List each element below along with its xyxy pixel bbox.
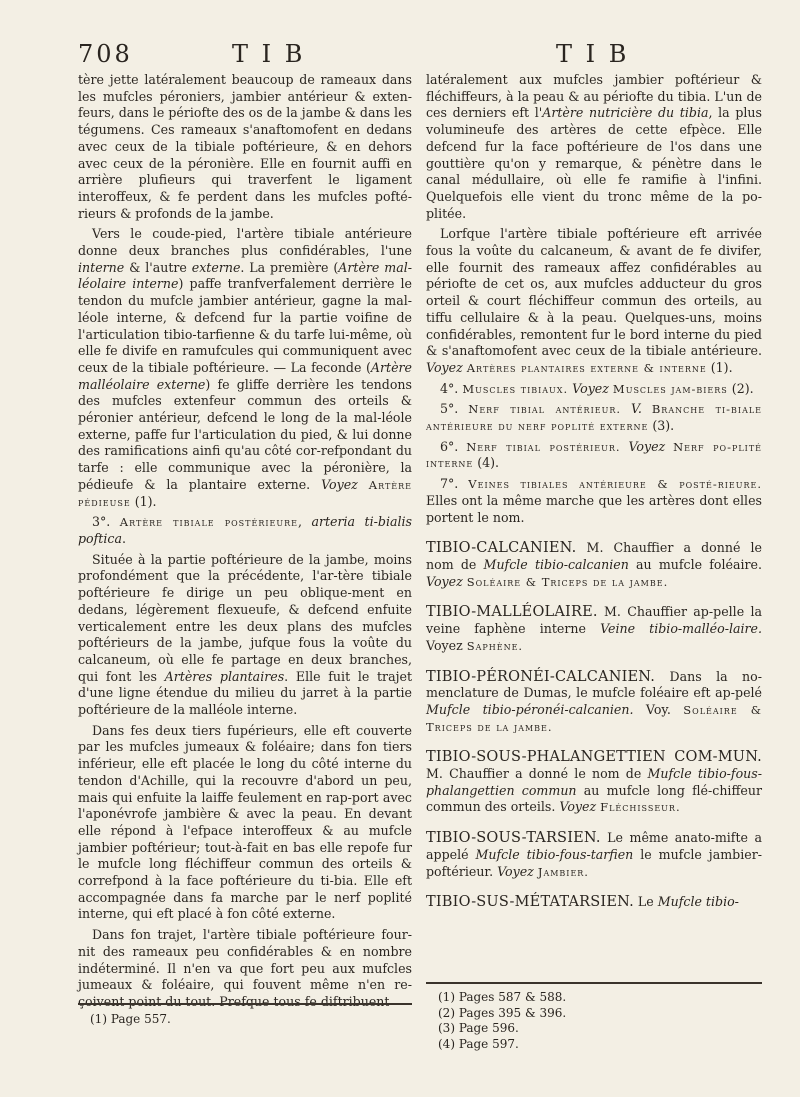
paragraph: Vers le coude-pied, l'artère tibiale antérieure donne deux branches plus confidérables, l'une interne & l'autre externe. La première (Artère mal-léolaire interne) paffe tranfverfalement derrière le tendon du mufcle jambier antérieur, gagne la mal-léole interne, & defcend fur la partie voifine de l'articulation tibio-tarfienne & du tarfe lui-même, où elle fe divife en ramufcules qui communiquent avec ceux de la tibiale poftérieure. — La feconde (Artère malléolaire externe) fe gliffe derrière les tendons des mufcles extenfeur commun des orteils & péronier antérieur, defcend le long de la mal-léole externe, paffe fur l'articulation du pied, & lui donne des ramifications ainfi qu'au côté cor-refpondant du tarfe : elle communique avec la péronière, la pédieufe & la plantaire externe. Voyez Artère pédieuse (1). (78, 226, 413, 509)
paragraph: Dans fes deux tiers fupérieurs, elle eft couverte par les mufcles jumeaux & foléaire; dans fon tiers inférieur, elle eft placée le long du côté interne du tendon d'Achille, qui la recouvre d'abord un peu, mais qui enfuite la laiffe feulement en rap-port avec l'aponévrofe jambière & avec la peau. En devant elle répond à l'efpace interoffeux & au mufcle jambier poftérieur; tout-à-fait en bas elle repofe fur le mufcle long fléchiffeur commun des orteils & correfpond à la face poftérieure du ti-bia. Elle eft accompagnée dans fa marche par le nerf poplité interne, qui eft placé à fon côté externe. (78, 722, 412, 922)
page-number: 708 (78, 40, 133, 68)
dictionary-entry: TIBIO-CALCANIEN. M. Chauffier a donné le nom de Mufcle tibio-calcanien au mufcle foléaire. Voyez Soléaire & Triceps de la jambe. (426, 540, 762, 589)
footnote-rule-left (78, 1003, 412, 1005)
entry-headword: TIBIO-SOUS-TARSIEN. (426, 830, 601, 847)
numbered-item: 6°. Nerf tibial postérieur. Voyez Nerf po-plité interne (4). (426, 438, 762, 471)
numbered-item: 4°. Muscles tibiaux. Voyez Muscles jam-biers (2). (440, 380, 754, 396)
footnote-marker: (1). (130, 493, 157, 509)
paragraph: tère jette latéralement beaucoup de rameaux dans les mufcles péroniers, jambier antérieur & exten-feurs, dans le périofte des os de la jambe & dans les tégumens. Ces rameaux s'anaftomofent en dedans avec ceux de la tibiale poftérieure, & en dehors avec ceux de la péronière. Elle en fournit auffi en arrière plufieurs qui traverfent le ligament interoffeux, & fe perdent dans les mufcles pofté-rieurs & profonds de la jambe. (78, 72, 412, 221)
paragraph: latéralement aux mufcles jambier poftérieur & fléchiffeurs, à la peau & au périofte du tibia. L'un de ces derniers eft l'Artère nutricière du tibia, la plus volumineufe des artères de cette efpèce. Elle defcend fur la face poftérieure de l'os dans une gouttière qu'on y remarque, & pénètre dans le canal médullaire, où elle fe ramifie à l'infini. Quelquefois elle vient du tronc même de la po-plitée. (426, 72, 762, 221)
footnote-rule-right (426, 982, 762, 984)
item-title: Artère tibiale postérieure (119, 515, 298, 530)
right-column (426, 72, 762, 919)
dictionary-entry: TIBIO-SOUS-PHALANGETTIEN COM-MUN. M. Chauffier a donné le nom de Mufcle tibio-fous-phalangettien commun au mufcle long flé-chiffeur commun des orteils. Voyez Fléchisseur. (426, 749, 762, 815)
cross-reference-link: Artère pédieuse (78, 477, 412, 509)
cross-reference-voyez: Voyez (321, 476, 358, 492)
running-title-left: T I B (232, 40, 306, 68)
footnotes-left (90, 1012, 171, 1027)
paragraph: Située à la partie poftérieure de la jambe, moins profondément que la précédente, l'ar-tère tibiale poftérieure fe dirige un peu oblique-ment en dedans, légèrement flexueufe, & defcend enfuite verticalement entre les deux plans des mufcles poftérieurs de la jambe, jufque fous la voûte du calcaneum, où elle fe partage en deux branches, qui font les Artères plantaires. Elle fuit le trajet d'une ligne étendue du milieu du jarret à la partie poftérieure de la malléole interne. (78, 551, 413, 718)
running-head (0, 40, 800, 70)
left-column (78, 72, 412, 1015)
footnote: (3) Page 596. (438, 1021, 519, 1035)
footnote: (2) Pages 395 & 396. (438, 1005, 567, 1020)
footnote: (1) Page 557. (90, 1012, 171, 1026)
entry-headword: TIBIO-SUS-MÉTATARSIEN. (426, 894, 634, 911)
entry-headword: TIBIO-CALCANIEN. (426, 540, 577, 557)
cross-reference-link: Artères plantaires externe & interne (466, 360, 707, 375)
numbered-item: 7°. Veines tibiales antérieure & posté-rieure. Elles ont la même marche que les artères dont elles portent le nom. (426, 476, 762, 525)
dictionary-entry: TIBIO-SOUS-TARSIEN. Le même anato-mifte a appelé Mufcle tibio-fous-tarfien le mufcle jambier-poftérieur. Voyez Jambier. (426, 830, 762, 879)
running-title-right: T I B (556, 40, 630, 68)
numbered-item: 3°. Artère tibiale postérieure, arteria ti-bialis poftica. (78, 514, 413, 546)
paragraph: Dans fon trajet, l'artère tibiale poftérieure four-nit des rameaux peu confidérables & en nombre indéterminé. Il n'en va que fort peu aux mufcles jumeaux & foléaire, qui fouvent même n'en re-çoivent point du tout. Prefque tous fe diftribuent (78, 927, 412, 1009)
footnotes-right (438, 990, 566, 1052)
dictionary-entry: TIBIO-MALLÉOLAIRE. M. Chauffier ap-pelle la veine faphène interne Veine tibio-malléo-laire. Voyez Saphène. (426, 604, 762, 653)
entry-headword: TIBIO-MALLÉOLAIRE. (426, 604, 598, 621)
footnote: (1) Pages 587 & 588. (438, 990, 567, 1004)
entry-headword: TIBIO-SOUS-PHALANGETTIEN COM-MUN. (426, 749, 762, 766)
footnote: (4) Page 597. (438, 1036, 519, 1051)
dictionary-entry: TIBIO-SUS-MÉTATARSIEN. Le Mufcle tibio- (426, 894, 739, 911)
entry-headword: TIBIO-PÉRONÉI-CALCANIEN. (426, 668, 656, 685)
paragraph: Lorfque l'artère tibiale poftérieure eft arrivée fous la voûte du calcaneum, & avant de fe divifer, elle fournit des rameaux affez confidérables au périofte de cet os, aux mufcles adducteur du gros orteil & court fléchiffeur commun des orteils, au tiffu cellulaire & à la peau. Quelques-uns, moins confidérables, remontent fur le bord interne du pied & s'anaftomofent avec ceux de la tibiale antérieure. Voyez Artères plantaires externe & interne (1). (426, 226, 762, 375)
numbered-item: 5°. Nerf tibial antérieur. V. Branche ti-biale antérieure du nerf poplité externe (3). (426, 401, 762, 434)
dictionary-entry: TIBIO-PÉRONÉI-CALCANIEN. Dans la no-menclature de Dumas, le mufcle foléaire eft ap-pelé Mufcle tibio-péronéi-calcanien. Voy. Soléaire & Triceps de la jambe. (426, 668, 762, 734)
